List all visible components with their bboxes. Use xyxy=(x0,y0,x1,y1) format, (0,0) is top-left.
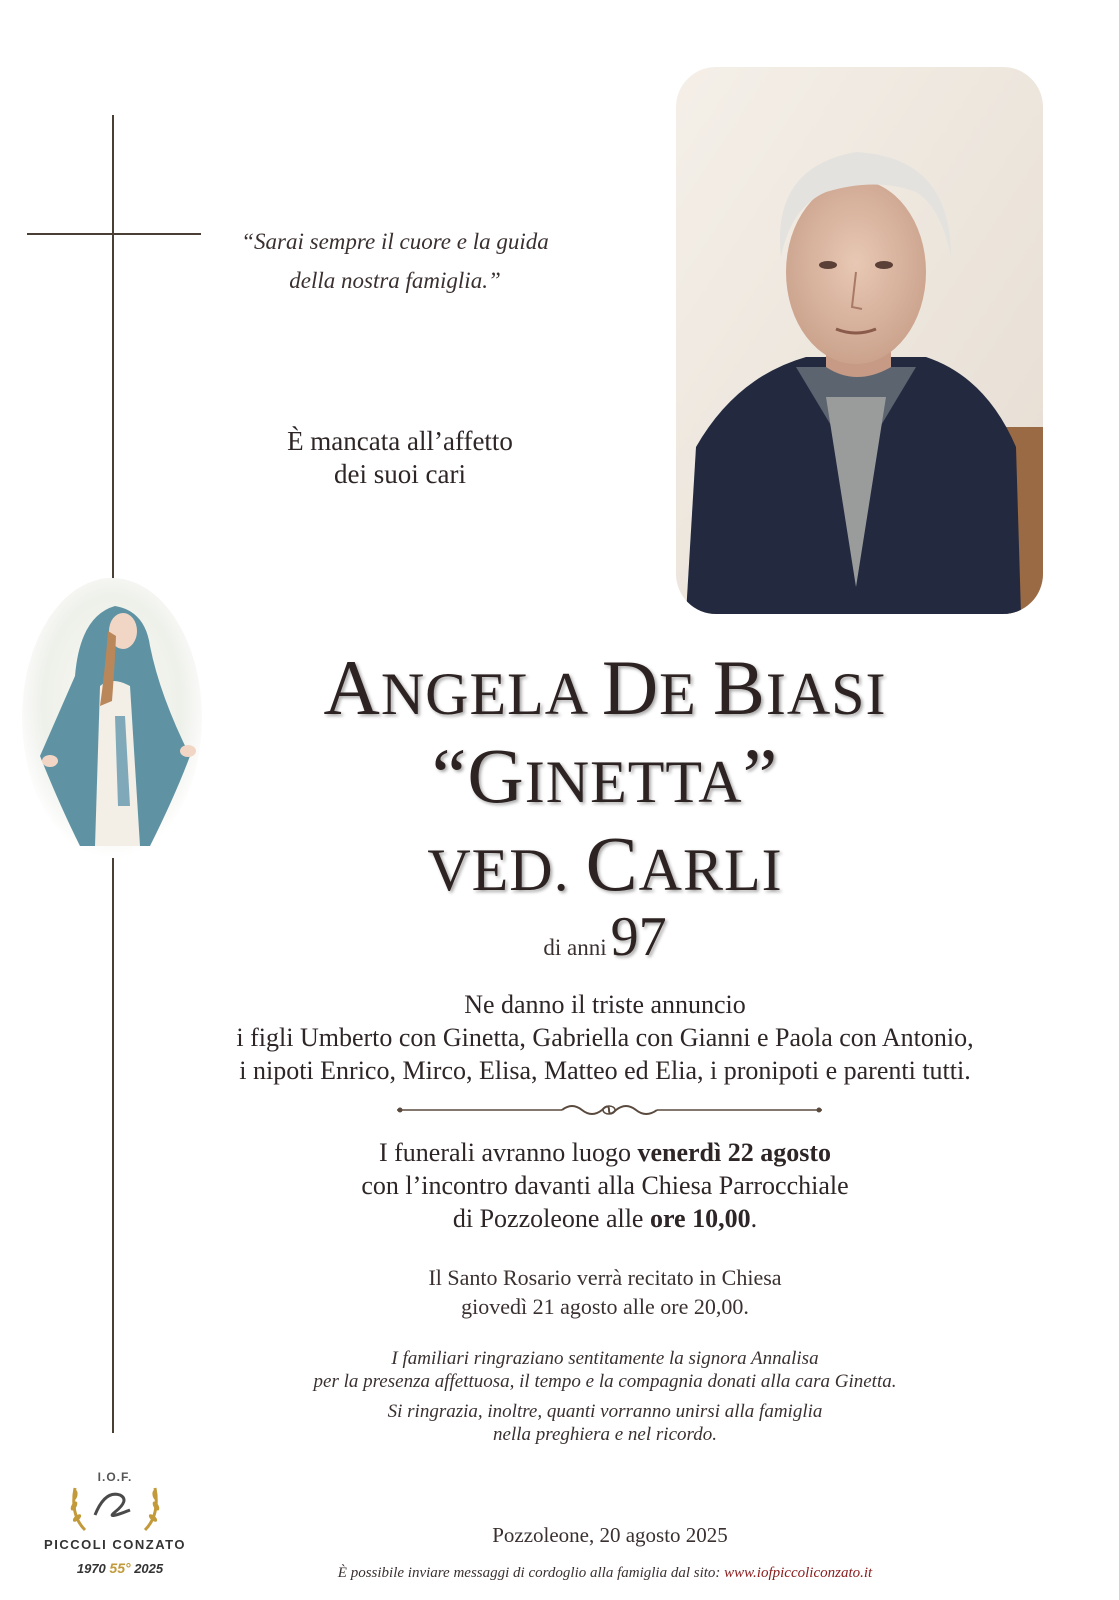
widow-initial: C xyxy=(585,820,639,907)
announce-line-1: Ne danno il triste annuncio xyxy=(464,990,746,1019)
passed-line-1: È mancata all’affetto xyxy=(287,426,513,456)
funeral-line-3 xyxy=(150,1202,1060,1235)
nickname-rest: INETTA xyxy=(524,749,743,815)
quote-line-2: della nostra famiglia.” xyxy=(289,268,501,293)
widow-rest: ARLI xyxy=(638,837,783,903)
madonna-illustration xyxy=(20,576,204,861)
name-rest-b: IASI xyxy=(765,661,887,727)
logo-iof-label: I.O.F. xyxy=(97,1470,133,1484)
funeral-line-2: con l’incontro davanti alla Chiesa Parrocchiale xyxy=(361,1171,849,1200)
nickname-initial: G xyxy=(467,732,525,819)
rosary-line-1: Il Santo Rosario verrà recitato in Chiesa xyxy=(428,1265,782,1290)
announcement xyxy=(150,988,1060,1087)
widow-prefix: VED. xyxy=(427,837,586,903)
passed-away-text xyxy=(220,425,580,491)
name-initial-a: A xyxy=(323,644,381,731)
rosary-line-2: giovedì 21 agosto alle ore 20,00. xyxy=(461,1294,749,1319)
logo-company-name: PICCOLI CONZATO xyxy=(44,1537,186,1552)
quote-line-1: “Sarai sempre il cuore e la guida xyxy=(241,229,549,254)
condolence-note xyxy=(230,1565,980,1582)
funeral-info xyxy=(150,1136,1060,1235)
funeral-time: ore 10,00 xyxy=(649,1204,751,1233)
thanks-line-3: Si ringrazia, inoltre, quanti vorranno unirsi alla famiglia xyxy=(387,1401,823,1422)
funeral-date: venerdì 22 agosto xyxy=(637,1138,831,1167)
divider-ornament-icon xyxy=(397,1100,822,1120)
thanks-line-4: nella preghiera e nel ricordo. xyxy=(493,1424,717,1445)
thanks-all xyxy=(150,1400,1060,1446)
name-initial-b: B xyxy=(712,644,766,731)
age-line xyxy=(180,905,1030,969)
memorial-quote xyxy=(190,222,600,300)
logo-years xyxy=(55,1560,185,1576)
announce-line-3: i nipoti Enrico, Mirco, Elisa, Matteo ed Elia, i pronipoti e parenti tutti. xyxy=(239,1056,971,1085)
passed-line-2: dei suoi cari xyxy=(334,459,466,489)
funeral-intro: I funerali avranno luogo xyxy=(378,1138,638,1167)
thanks-line-1: I familiari ringraziano sentitamente la signora Annalisa xyxy=(391,1348,819,1369)
funeral-period: . xyxy=(750,1204,758,1233)
logo-anniversary: 55° xyxy=(109,1560,131,1576)
logo-year-end: 2025 xyxy=(134,1561,164,1576)
name-rest-d: E xyxy=(659,661,713,727)
madonna-image xyxy=(20,576,204,861)
nickname-open-quote: “ xyxy=(431,732,468,819)
age-value: 97 xyxy=(610,906,667,968)
portrait-illustration xyxy=(676,67,1043,614)
website-link[interactable]: www.iofpiccoliconzato.it xyxy=(724,1565,873,1581)
logo-year-start: 1970 xyxy=(76,1561,106,1576)
rosary-info xyxy=(150,1263,1060,1321)
announce-line-2: i figli Umberto con Ginetta, Gabriella con Gianni e Paola con Antonio, xyxy=(236,1023,974,1052)
funeral-line-1 xyxy=(150,1136,1060,1169)
funeral-place: di Pozzoleone alle xyxy=(452,1204,650,1233)
ornamental-divider xyxy=(397,1100,822,1120)
cross-horizontal-line xyxy=(27,233,201,235)
nickname-close-quote: ” xyxy=(742,732,779,819)
condolence-text: È possibile inviare messaggi di cordoglio alla famiglia dal sito: xyxy=(337,1565,725,1581)
thanks-annalisa xyxy=(150,1347,1060,1393)
age-label: di anni xyxy=(543,935,607,960)
name-rest-a: NGELA xyxy=(380,661,602,727)
portrait-photo xyxy=(676,67,1043,614)
name-initial-d: D xyxy=(601,644,660,731)
thanks-line-2: per la presenza affettuosa, il tempo e la compagnia donati alla cara Ginetta. xyxy=(313,1371,897,1392)
place-and-date: Pozzoleone, 20 agosto 2025 xyxy=(492,1523,728,1547)
